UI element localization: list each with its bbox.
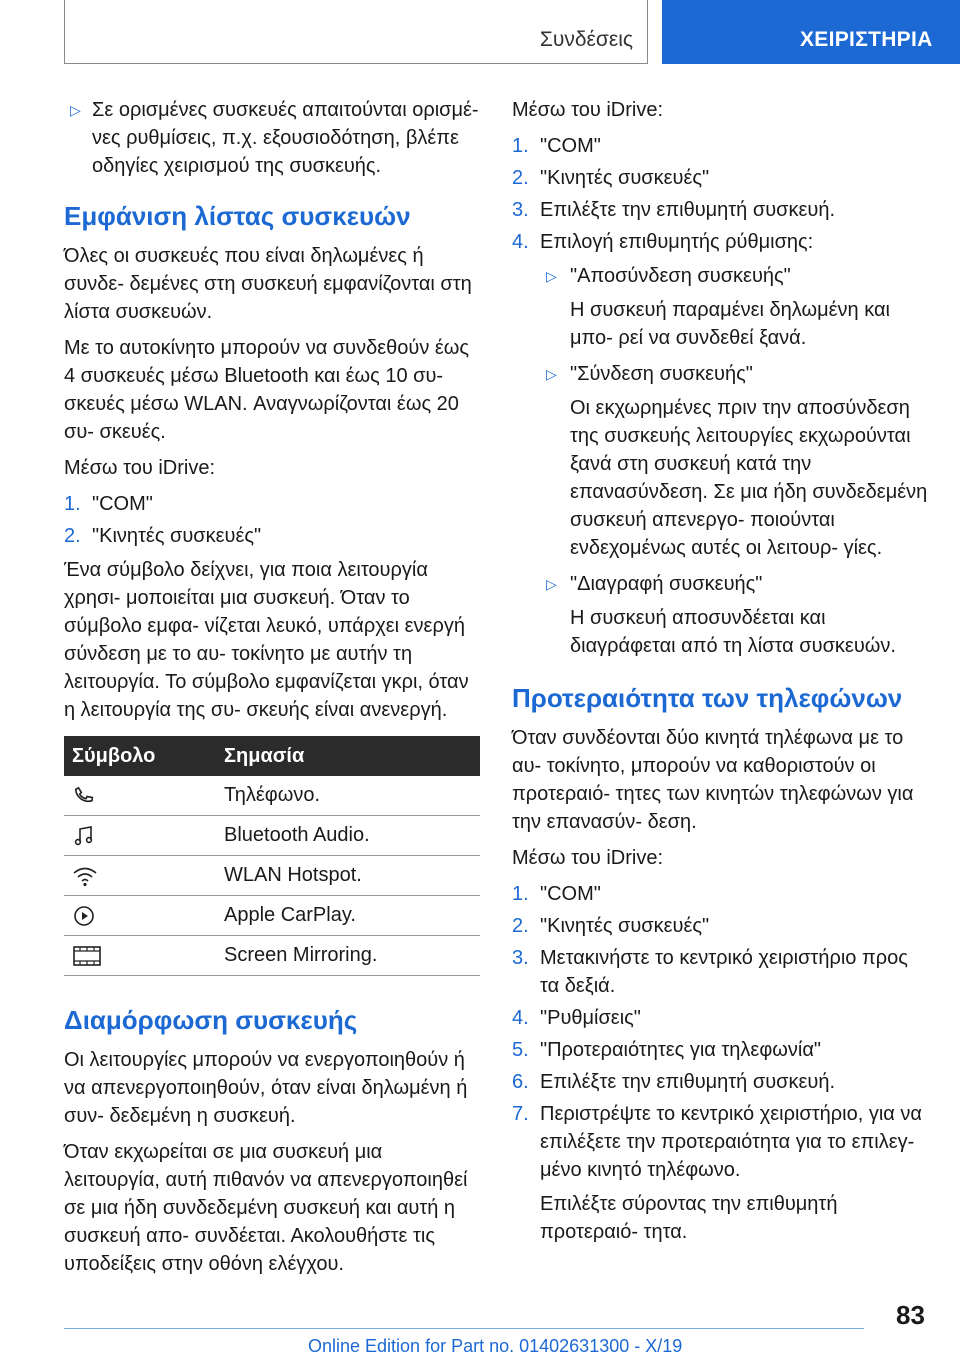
chapter-tab[interactable]: ΧΕΙΡΙΣΤΗΡΙΑ bbox=[662, 0, 960, 64]
step-item: 3. Επιλέξτε την επιθυμητή συσκευή. bbox=[512, 199, 836, 221]
table-cell-meaning: Τηλέφωνο. bbox=[216, 776, 480, 816]
step-item: 1. "COM" bbox=[64, 493, 153, 515]
paragraph: Μέσω του iDrive: bbox=[512, 847, 663, 869]
sub-option-description: Η συσκευή αποσυνδέεται και διαγράφεται από τη λίστα συσκευών. bbox=[570, 607, 896, 657]
paragraph: Οι λειτουργίες μπορούν να ενεργοποιηθούν ή να απενεργοποιηθούν, όταν είναι δηλωμένη ή συν‐ δεδεμένη η συσκευή. bbox=[64, 1049, 468, 1127]
sub-option: ▷ "Αποσύνδεση συσκευής" bbox=[512, 262, 928, 290]
paragraph: Όλες οι συσκευές που είναι δηλωμένες ή συνδε‐ δεμένες στη συσκευή εμφανίζονται στη λίστα συσκευών. bbox=[64, 245, 472, 323]
step-note: Επιλέξτε σύροντας την επιθυμητή προτεραιό‐ τητα. bbox=[540, 1193, 838, 1243]
table-cell-meaning: Apple CarPlay. bbox=[216, 896, 480, 936]
step-item: 4. "Ρυθμίσεις" bbox=[512, 1007, 641, 1029]
step-item: 3. Μετακινήστε το κεντρικό χειριστήριο προς τα δεξιά. bbox=[512, 947, 908, 997]
triangle-bullet-icon: ▷ bbox=[546, 366, 557, 382]
step-item: 6. Επιλέξτε την επιθυμητή συσκευή. bbox=[512, 1071, 836, 1093]
wifi-icon bbox=[72, 864, 98, 888]
music-note-icon bbox=[72, 824, 96, 848]
step-item: 1. "COM" bbox=[512, 883, 601, 905]
triangle-bullet-icon: ▷ bbox=[546, 268, 557, 284]
table-cell-meaning: Screen Mirroring. bbox=[216, 936, 480, 976]
page-number: 83 bbox=[896, 1300, 925, 1330]
table-header bbox=[64, 736, 480, 776]
sub-option: ▷ "Διαγραφή συσκευής" bbox=[512, 570, 928, 598]
step-item: 4. Επιλογή επιθυμητής ρύθμισης: bbox=[512, 231, 814, 253]
carplay-icon bbox=[72, 904, 96, 928]
table-header-meaning: Σημασία bbox=[216, 736, 480, 776]
table-row bbox=[64, 896, 480, 936]
step-item: 2. "Κινητές συσκευές" bbox=[512, 915, 710, 937]
left-column bbox=[64, 96, 480, 1286]
table-cell-meaning: Bluetooth Audio. bbox=[216, 816, 480, 856]
step-item: 2. "Κινητές συσκευές" bbox=[512, 167, 710, 189]
heading-device-list: Εμφάνιση λίστας συσκευών bbox=[64, 201, 411, 231]
paragraph: Μέσω του iDrive: bbox=[64, 457, 215, 479]
right-column bbox=[512, 96, 928, 1246]
screen-mirroring-icon bbox=[72, 944, 102, 968]
footer-edition: Online Edition for Part no. 01402631300 - X/19 bbox=[308, 1336, 683, 1356]
sub-option: ▷ "Σύνδεση συσκευής" bbox=[512, 360, 928, 388]
paragraph: Όταν εκχωρείται σε μια συσκευή μια λειτουργία, αυτή πιθανόν να απενεργοποιηθεί σε μια ήδη συνδεδεμένη συσκευή και αυτή η συσκευή απο‐ συνδέεται. Ακολουθήστε τις υποδείξεις στην οθόνη ελέγχου. bbox=[64, 1141, 468, 1275]
phone-icon bbox=[72, 784, 96, 808]
triangle-bullet-icon: ▷ bbox=[546, 576, 557, 592]
sub-option-description: Η συσκευή παραμένει δηλωμένη και μπο‐ ρεί να συνδεθεί ξανά. bbox=[570, 299, 890, 349]
step-item: 1. "COM" bbox=[512, 135, 601, 157]
table-row bbox=[64, 816, 480, 856]
paragraph: Με το αυτοκίνητο μπορούν να συνδεθούν έως 4 συσκευές μέσω Bluetooth και έως 10 συ‐ σκευές μέσω WLAN. Αναγνωρίζονται έως 20 συ‐ σκευές. bbox=[64, 337, 470, 443]
paragraph: Μέσω του iDrive: bbox=[512, 99, 663, 121]
header-bar bbox=[64, 0, 648, 64]
table-header-symbol: Σύμβολο bbox=[64, 736, 216, 776]
step-item: 5. "Προτεραιότητες για τηλεφωνία" bbox=[512, 1039, 822, 1061]
heading-phone-priority: Προτεραιότητα των τηλεφώνων bbox=[512, 683, 903, 713]
table-cell-meaning: WLAN Hotspot. bbox=[216, 856, 480, 896]
symbol-table bbox=[64, 736, 480, 976]
paragraph: Ένα σύμβολο δείχνει, για ποια λειτουργία χρησι‐ μοποιείται μια συσκευή. Όταν το σύμβολο εμφα‐ νίζεται λευκό, υπάρχει ενεργή σύνδεση με το αυ‐ τοκίνητο με αυτήν τη λειτουργία. Το σύμβολο εμφανίζεται γκρι, όταν η λειτουργία της συ‐ σκευής είναι ανενεργή. bbox=[64, 559, 469, 721]
heading-device-config: Διαμόρφωση συσκευής bbox=[64, 1005, 358, 1035]
triangle-bullet-icon: ▷ bbox=[70, 102, 81, 118]
note-bullet: ▷ Σε ορισμένες συσκευές απαιτούνται ορισμέ‐ νες ρυθμίσεις, π.χ. εξουσιοδότηση, βλέπε οδηγίες χειρισμού της συσκευής. bbox=[64, 96, 480, 180]
footer-divider bbox=[64, 1328, 864, 1329]
table-row bbox=[64, 856, 480, 896]
table-row bbox=[64, 776, 480, 816]
paragraph: Όταν συνδέονται δύο κινητά τηλέφωνα με το αυ‐ τοκίνητο, μπορούν να καθοριστούν οι προτεραιό‐ τητες των κινητών τηλεφώνων για την επανασύν‐ δεση. bbox=[512, 727, 914, 833]
sub-option-description: Οι εκχωρημένες πριν την αποσύνδεση της συσκευής λειτουργίες εκχωρούνται ξανά στη συσκευή κατά την επανασύνδεση. Σε μια ήδη συνδεδεμένη συσκευή απενεργο‐ ποιούνται ενδεχομένως αυτές οι λειτουρ‐ γίες. bbox=[570, 397, 928, 559]
step-item: 7. Περιστρέψτε το κεντρικό χειριστήριο, για να επιλέξετε την προτεραιότητα για το επιλεγ‐ μένο κινητό τηλέφωνο. bbox=[512, 1103, 922, 1181]
section-title: Συνδέσεις bbox=[539, 28, 633, 51]
table-row bbox=[64, 936, 480, 976]
step-item: 2. "Κινητές συσκευές" bbox=[64, 525, 262, 547]
